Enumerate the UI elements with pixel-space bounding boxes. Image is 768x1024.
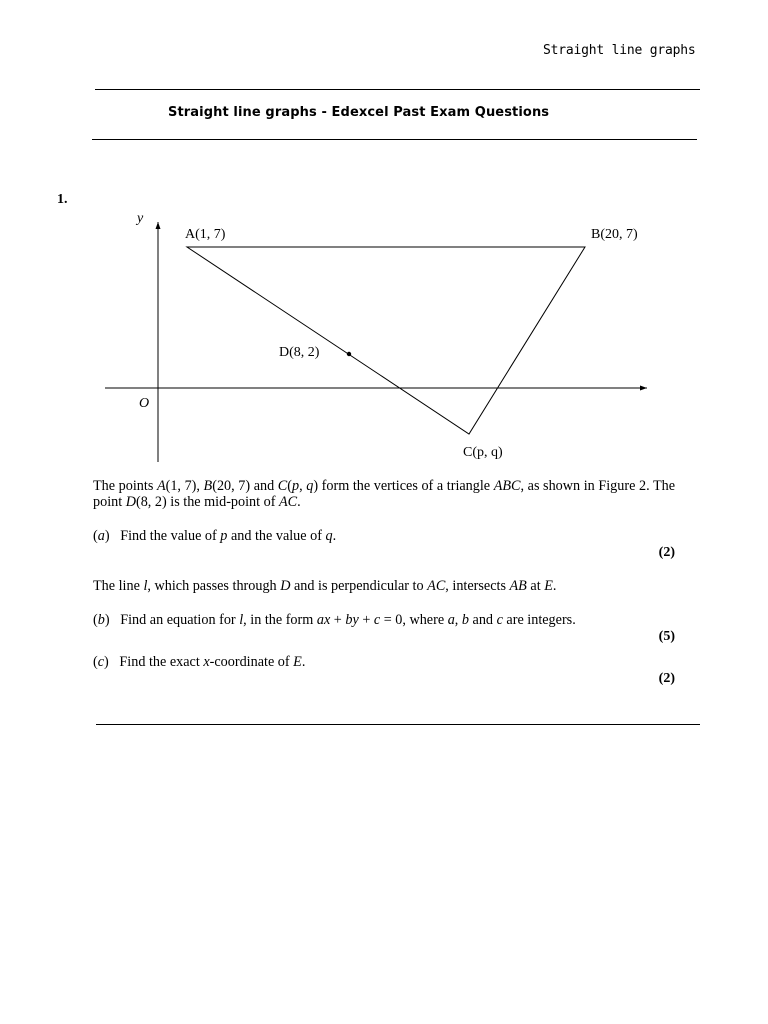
point-a-label: A(1, 7) (185, 227, 226, 242)
origin-label: O (139, 396, 150, 411)
part-b-text: (b) Find an equation for l, in the form ax + by + c = 0, where a, b and c are integers. (93, 612, 576, 628)
part-c-label: c (97, 654, 105, 670)
point-b-label: B(20, 7) (591, 227, 638, 242)
part-a-label: a (97, 528, 105, 544)
running-header: Straight line graphs (543, 43, 696, 58)
point-d-label: D(8, 2) (279, 345, 320, 360)
part-b-marks: (5) (658, 629, 675, 644)
y-axis-label: y (137, 211, 144, 226)
part-c-marks: (2) (658, 671, 675, 686)
point-d (347, 352, 351, 356)
part-c-text: (c) Find the exact x-coordinate of E. (93, 654, 306, 670)
triangle-figure (0, 0, 768, 470)
part-a-marks: (2) (658, 545, 675, 560)
part-a-text: (a) Find the value of p and the value of q. (93, 528, 337, 544)
page-title: Straight line graphs - Edexcel Past Exam Questions (168, 105, 550, 120)
part-b-label: b (97, 612, 105, 628)
point-c-label: C(p, q) (463, 445, 503, 460)
question-end-rule (96, 724, 700, 725)
triangle-abc (187, 247, 585, 434)
question-number: 1. (57, 192, 68, 207)
question-intro: The points A(1, 7), B(20, 7) and C(p, q) form the vertices of a triangle ABC, as shown in Figure 2. The point D(8, 2) is the mid-point of AC. (93, 478, 676, 510)
line-l-text: The line l, which passes through D and is perpendicular to AC, intersects AB at E. (93, 578, 557, 594)
